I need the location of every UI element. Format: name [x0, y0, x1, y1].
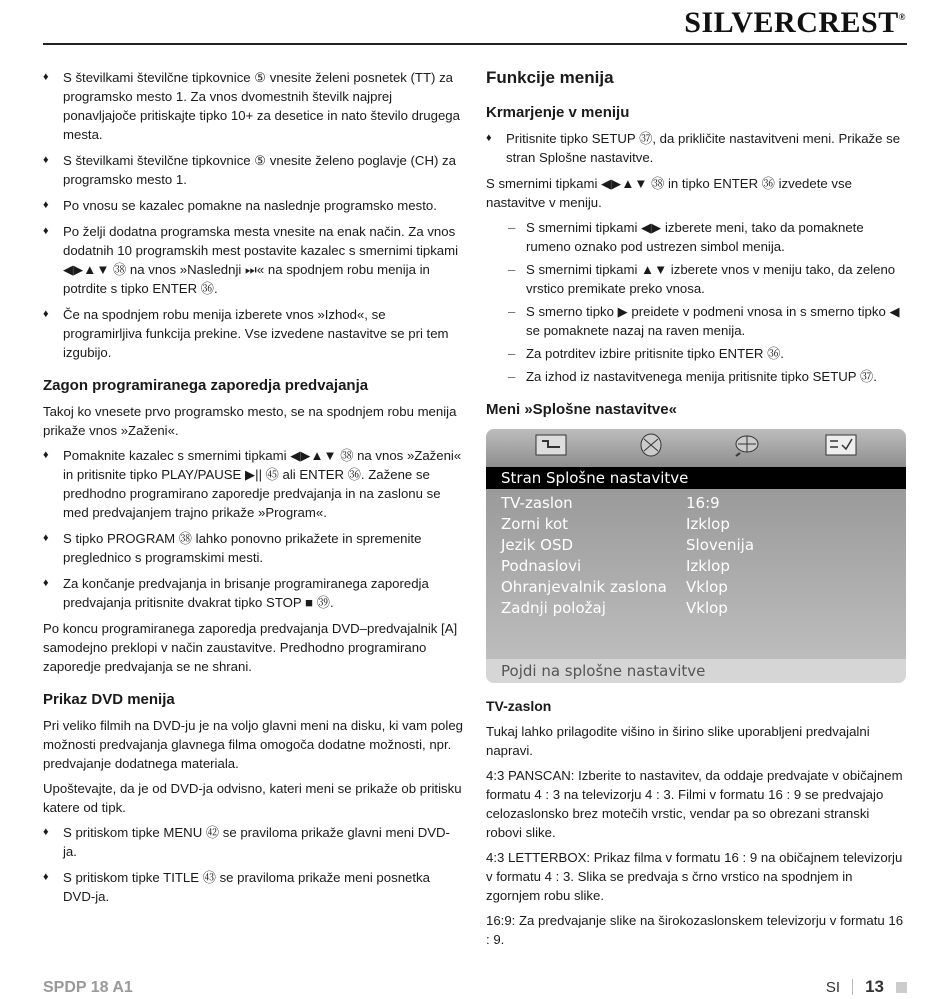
paragraph: Upoštevajte, da je od DVD-ja odvisno, kateri meni se prikaže ob pritisku katere od tipk. — [43, 781, 462, 815]
dash-item: – Za izhod iz nastavitvenega menija pritisnite tipko SETUP ㊲. — [486, 367, 906, 386]
paragraph: 4:3 PANSCAN: Izberite to nastavitev, da oddaje predvajate v običajnem formatu 4 : 3 na televizorju 4 : 3. Filmi v formatu 16 : 9 se predvajajo celozaslonsko brez motečih vrstic, vendar pa so obrezani stranski robovi slike. — [486, 768, 903, 840]
header-rule — [43, 43, 907, 45]
section-heading: Zagon programiranega zaporedja predvajanja — [43, 377, 369, 394]
left-column — [43, 68, 463, 913]
footer-divider — [852, 979, 853, 995]
square-marker-icon — [896, 982, 907, 993]
menu-title-bar: Stran Splošne nastavitve — [486, 467, 906, 489]
bullet-item: ♦ Pomaknite kazalec s smernimi tipkami ◀▶▲▼ ㊳ na vnos »Zaženi« in pritisnite tipko PLAY/PAUSE ▶|| ㊺ ali ENTER ㊱. Zažene se predhodno programirano zaporedje predvajanja in na zaslonu se med predvajanjem trajno prikaže »Program«. — [43, 446, 463, 522]
bullet-item: ♦ S pritiskom tipke TITLE ㊸ se praviloma prikaže meni posnetka DVD-ja. — [43, 868, 463, 906]
dash-item: – Za potrditev izbire pritisnite tipko ENTER ㊱. — [486, 344, 906, 363]
model-number: SPDP 18 A1 — [43, 979, 133, 996]
page-heading: Funkcije menija — [486, 68, 614, 87]
menu-row: Zadnji položaj Vklop — [501, 599, 728, 617]
bullet-item: ♦ Po želji dodatna programska mesta vnesite na enak način. Za vnos dodatnih 10 programskih mest postavite kazalec s smernimi tipkami ◀▶▲▼ ㊳ na vnos »Naslednji ⏭« na spodnjem robu menija in potrdite s tipko ENTER ㊱. — [43, 222, 463, 298]
general-settings-icon — [534, 433, 568, 457]
paragraph: 4:3 LETTERBOX: Prikaz filma v formatu 16 : 9 na običajnem televizorju v formatu 4 : 3. Slika se predvaja s črno vrstico na spodnjem in zgornjem robu slike. — [486, 850, 903, 903]
menu-body — [486, 489, 906, 659]
brand-logo: SILVERCREST® — [684, 6, 906, 39]
subheading: TV-zaslon — [486, 698, 552, 714]
section-heading: Meni »Splošne nastavitve« — [486, 401, 677, 418]
setup-menu-screenshot — [486, 429, 906, 683]
bullet-item: ♦ Za končanje predvajanja in brisanje programiranega zaporedja predvajanja pritisnite dvakrat tipko STOP ■ ㊴. — [43, 574, 463, 612]
bullet-item: ♦ Pritisnite tipko SETUP ㊲, da prikličite nastavitveni meni. Prikaže se stran Splošne nastavitve. — [486, 129, 906, 167]
menu-row: TV-zaslon 16:9 — [501, 494, 720, 512]
dash-item: – S smernimi tipkami ▲▼ izberete vnos v meniju tako, da zeleno vrstico premikate preko vnosa. — [486, 260, 906, 298]
paragraph: Pri veliko filmih na DVD-ju je na voljo glavni meni na disku, ki vam poleg možnosti predvajanja glavnega filma omogoča dodatne možnosti, npr. predvajanje dodatnega materiala. — [43, 718, 463, 771]
menu-row: Jezik OSD Slovenija — [501, 536, 755, 554]
menu-row: Ohranjevalnik zaslona Vklop — [501, 578, 728, 596]
menu-icon-bar — [486, 429, 906, 467]
bullet-item: ♦ Po vnosu se kazalec pomakne na naslednje programsko mesto. — [43, 196, 463, 215]
page-number: 13 — [865, 977, 884, 996]
section-heading: Prikaz DVD menija — [43, 691, 175, 708]
menu-row: Zorni kot Izklop — [501, 515, 730, 533]
paragraph: 16:9: Za predvajanje slike na širokozaslonskem televizorju v formatu 16 : 9. — [486, 913, 904, 947]
menu-row: Podnaslovi Izklop — [501, 557, 730, 575]
bullet-item: ♦ S tipko PROGRAM ㊳ lahko ponovno prikažete in spremenite preglednico s programskimi mesti. — [43, 529, 463, 567]
video-settings-icon — [730, 433, 764, 457]
right-column — [486, 68, 906, 955]
paragraph: Po koncu programiranega zaporedja predvajanja DVD–predvajalnik [A] samodejno preklopi v način zaustavitve. Predhodno programirano zaporedje predvajanja se ne shrani. — [43, 621, 458, 674]
bullet-item: ♦ S številkami številčne tipkovnice ⑤ vnesite želeno poglavje (CH) za programsko mesto 1. — [43, 151, 463, 189]
dash-item: – S smernimi tipkami ◀▶ izberete meni, tako da pomaknete rumeno oznako pod ustrezen simbol menija. — [486, 218, 906, 256]
menu-footer: Pojdi na splošne nastavitve — [486, 659, 906, 683]
language-code: SI — [825, 978, 841, 996]
paragraph: S smernimi tipkami ◀▶▲▼ ㊳ in tipko ENTER ㊱ izvedete vse nastavitve v meniju. — [486, 176, 852, 210]
dash-item: – S smerno tipko ▶ preidete v podmeni vnosa in s smerno tipko ◀ se pomaknete nazaj na raven menija. — [486, 302, 906, 340]
bullet-item: ♦ S številkami številčne tipkovnice ⑤ vnesite želeni posnetek (TT) za programsko mesto 1. Za vnos dvomestnih številk najprej ponavljajoče pritiskajte tipko 10+ za desetice in nato število drugega mesta. — [43, 68, 463, 144]
page-footer — [826, 977, 907, 997]
paragraph: Takoj ko vnesete prvo programsko mesto, se na spodnjem robu menija prikaže vnos »Zaženi«. — [43, 404, 457, 438]
audio-settings-icon — [634, 433, 668, 457]
bullet-item: ♦ S pritiskom tipke MENU ㊷ se praviloma prikaže glavni meni DVD-ja. — [43, 823, 463, 861]
preferences-icon — [824, 433, 858, 457]
section-heading: Krmarjenje v meniju — [486, 104, 630, 121]
bullet-item: ♦ Če na spodnjem robu menija izberete vnos »Izhod«, se programirljiva funkcija prekine. Vse izvedene nastavitve se pri tem izgubijo. — [43, 305, 463, 362]
paragraph: Tukaj lahko prilagodite višino in širino slike uporabljeni predvajalni napravi. — [486, 724, 870, 758]
